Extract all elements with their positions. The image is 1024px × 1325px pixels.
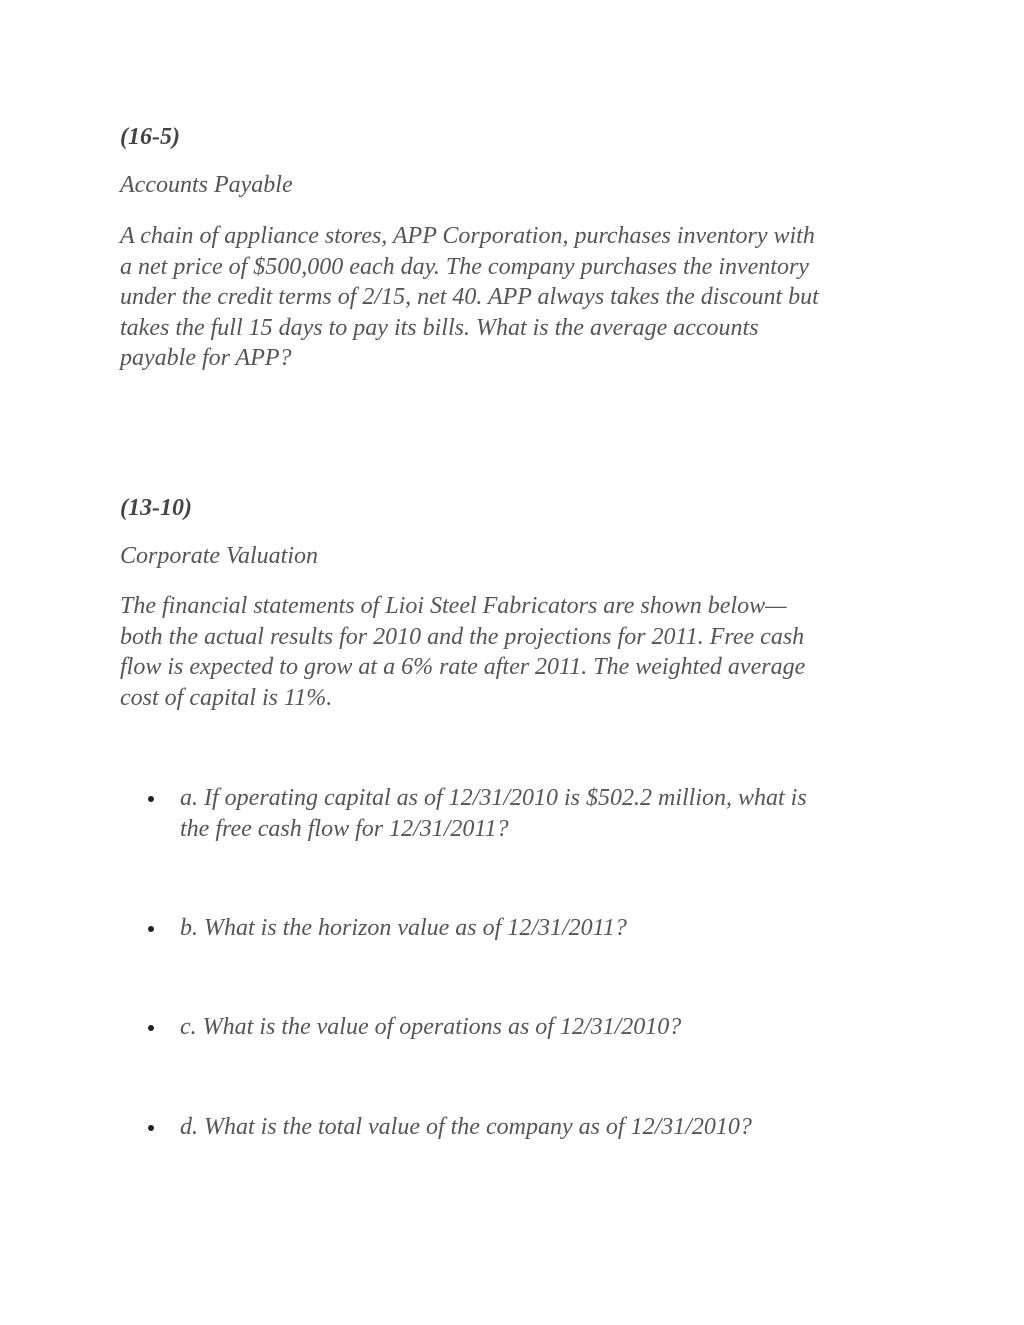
bullet-icon bbox=[148, 1125, 154, 1131]
problem-body-line: a net price of $500,000 each day. The company purchases the inventory bbox=[120, 253, 809, 280]
problem-body-line: flow is expected to grow at a 6% rate after 2011. The weighted average bbox=[120, 654, 806, 680]
problem-body-line: under the credit terms of 2/15, net 40. APP always takes the discount but bbox=[120, 284, 819, 310]
problem-body-line: payable for APP? bbox=[120, 345, 292, 371]
list-item bbox=[148, 913, 908, 945]
list-item bbox=[148, 783, 908, 845]
problem-number: (16-5) bbox=[120, 124, 180, 150]
problem-body-line: The financial statements of Lioi Steel Fabricators are shown below— bbox=[120, 593, 787, 619]
question-text: d. What is the total value of the company as of 12/31/2010? bbox=[180, 1114, 752, 1140]
problem-body-line: A chain of appliance stores, APP Corporation, purchases inventory with bbox=[120, 223, 815, 249]
question-text: the free cash flow for 12/31/2011? bbox=[180, 815, 509, 842]
problem-body-line: takes the full 15 days to pay its bills. What is the average accounts bbox=[120, 314, 759, 341]
problem-body-line: both the actual results for 2010 and the projections for 2011. Free cash bbox=[120, 623, 805, 650]
bullet-icon bbox=[148, 926, 154, 932]
problem-topic: Corporate Valuation bbox=[120, 543, 319, 569]
problem-body-line: cost of capital is 11%. bbox=[120, 684, 333, 711]
bullet-icon bbox=[148, 796, 154, 802]
question-text: b. What is the horizon value as of 12/31/2011? bbox=[180, 915, 627, 941]
problem-topic: Accounts Payable bbox=[120, 172, 293, 198]
list-item bbox=[148, 1112, 908, 1144]
problem-number: (13-10) bbox=[120, 495, 192, 521]
question-text: c. What is the value of operations as of 12/31/2010? bbox=[180, 1014, 682, 1040]
list-item bbox=[148, 1012, 908, 1044]
bullet-icon bbox=[148, 1025, 154, 1031]
question-text: a. If operating capital as of 12/31/2010 is $502.2 million, what is bbox=[180, 785, 807, 811]
